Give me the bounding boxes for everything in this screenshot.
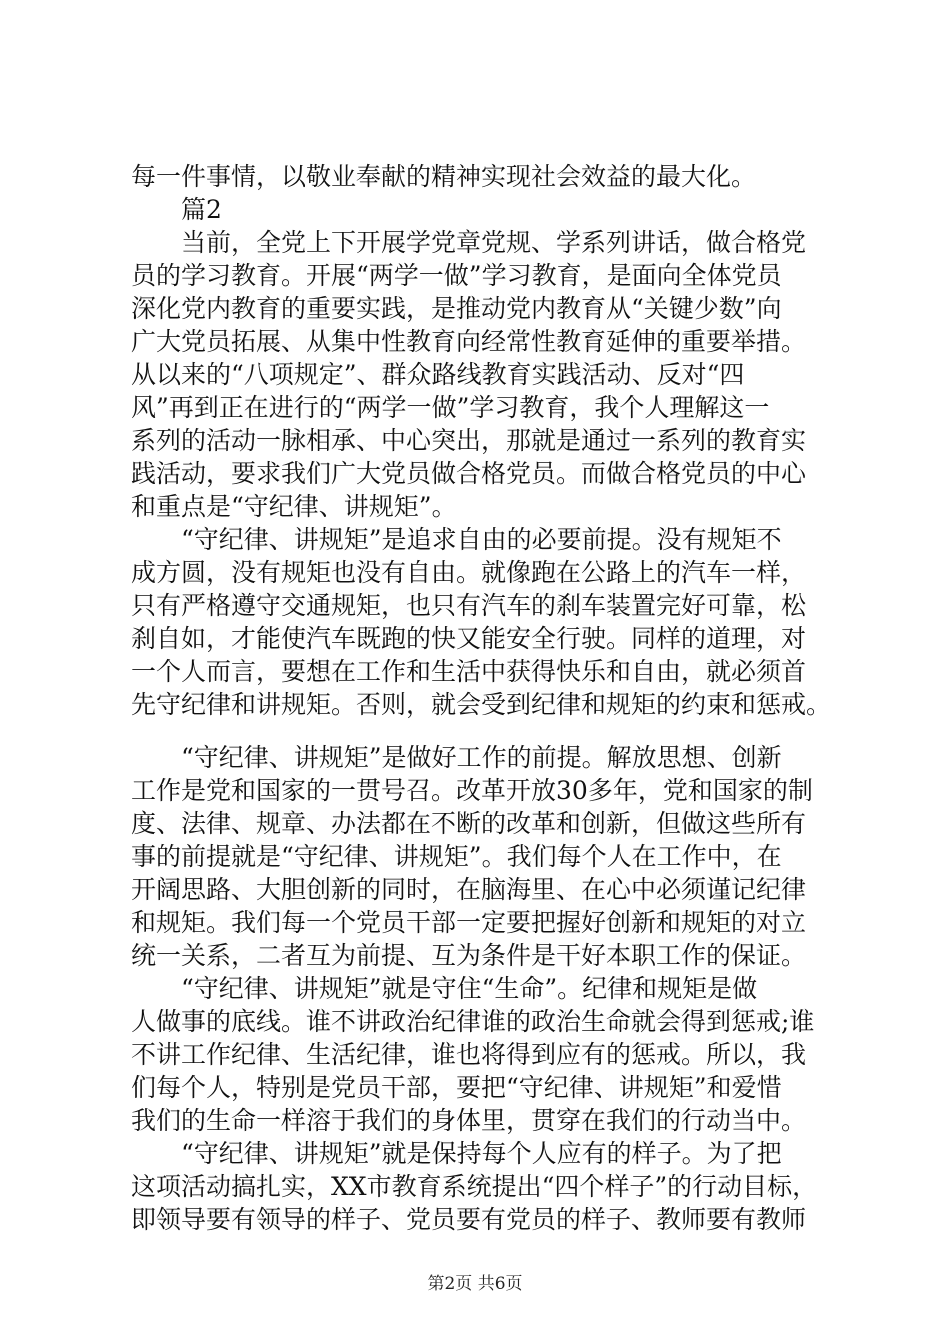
text-line: 即领导要有领导的样子、党员要有党员的样子、教师要有教师 — [131, 1205, 807, 1234]
text-line: 和规矩。我们每一个党员干部一定要把握好创新和规矩的对立 — [131, 908, 807, 937]
text-line: 统一关系，二者互为前提、互为条件是干好本职工作的保证。 — [131, 941, 807, 970]
text-line: 当前，全党上下开展学党章党规、学系列讲话，做合格党 — [131, 228, 807, 257]
page-footer: 第2页 共6页 — [427, 1274, 523, 1294]
text-line: 事的前提就是“守纪律、讲规矩”。我们每个人在工作中，在 — [131, 842, 782, 871]
text-line: 风”再到正在进行的“两学一做”学习教育，我个人理解这一 — [131, 393, 770, 422]
text-line: 践活动，要求我们广大党员做合格党员。而做合格党员的中心 — [131, 459, 807, 488]
text-line: 这项活动搞扎实，XX市教育系统提出“四个样子”的行动目标， — [131, 1172, 818, 1201]
text-line: 度、法律、规章、办法都在不断的改革和创新，但做这些所有 — [131, 809, 807, 838]
text-line: 人做事的底线。谁不讲政治纪律谁的政治生命就会得到惩戒;谁 — [131, 1007, 815, 1036]
text-line: 每一件事情，以敬业奉献的精神实现社会效益的最大化。 — [131, 162, 757, 191]
text-line: 一个人而言，要想在工作和生活中获得快乐和自由，就必须首 — [131, 657, 807, 686]
text-line: 从以来的“八项规定”、群众路线教育实践活动、反对“四 — [131, 360, 745, 389]
text-line: 刹自如，才能使汽车既跑的快又能安全行驶。同样的道理，对 — [131, 624, 807, 653]
text-line: “守纪律、讲规矩”就是守住“生命”。纪律和规矩是做 — [131, 974, 758, 1003]
text-line: 开阔思路、大胆创新的同时，在脑海里、在心中必须谨记纪律 — [131, 875, 807, 904]
text-line: 先守纪律和讲规矩。否则，就会受到纪律和规矩的约束和惩戒。 — [131, 690, 832, 719]
section-heading: 篇2 — [131, 195, 222, 224]
text-line: 广大党员拓展、从集中性教育向经常性教育延伸的重要举措。 — [131, 327, 807, 356]
text-line: 深化党内教育的重要实践，是推动党内教育从“关键少数”向 — [131, 294, 782, 323]
text-line: “守纪律、讲规矩”是做好工作的前提。解放思想、创新 — [131, 743, 782, 772]
text-line: 只有严格遵守交通规矩，也只有汽车的刹车装置完好可靠，松 — [131, 591, 807, 620]
text-line: “守纪律、讲规矩”就是保持每个人应有的样子。为了把 — [131, 1139, 782, 1168]
text-line: 系列的活动一脉相承、中心突出，那就是通过一系列的教育实 — [131, 426, 807, 455]
text-line: “守纪律、讲规矩”是追求自由的必要前提。没有规矩不 — [131, 525, 782, 554]
text-line: 我们的生命一样溶于我们的身体里，贯穿在我们的行动当中。 — [131, 1106, 807, 1135]
text-line: 工作是党和国家的一贯号召。改革开放30多年，党和国家的制 — [131, 776, 813, 805]
text-line: 不讲工作纪律、生活纪律，谁也将得到应有的惩戒。所以，我 — [131, 1040, 807, 1069]
text-line: 和重点是“守纪律、讲规矩”。 — [131, 492, 457, 521]
text-line: 们每个人，特别是党员干部，要把“守纪律、讲规矩”和爱惜 — [131, 1073, 782, 1102]
text-line: 成方圆，没有规矩也没有自由。就像跑在公路上的汽车一样， — [131, 558, 807, 587]
text-line: 员的学习教育。开展“两学一做”学习教育，是面向全体党员 — [131, 261, 782, 290]
